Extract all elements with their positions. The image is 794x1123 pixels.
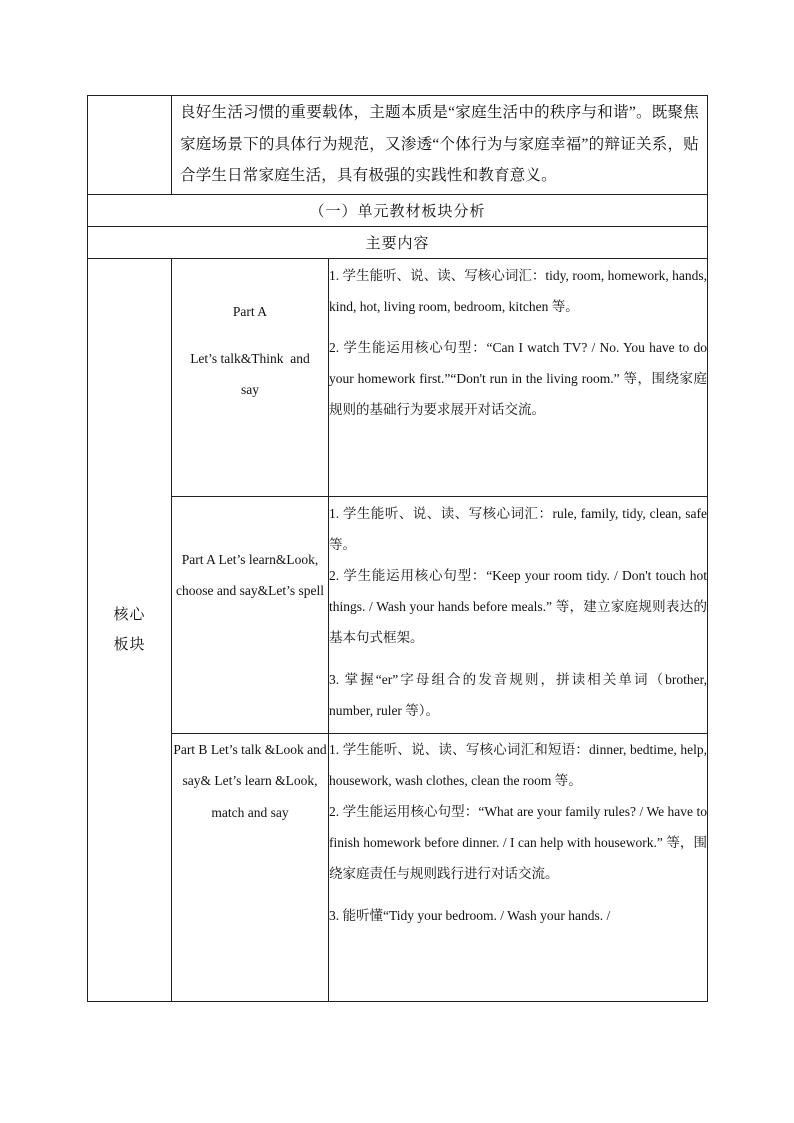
- part-label-line: Let’s talk&Think and: [190, 351, 310, 366]
- content-item: 2. 学生能运用核心句型：“Can I watch TV? / No. You have to do your homework first.”“Don't run in the living room.” 等，围绕家庭规则的基础行为要求展开对话交流。: [329, 339, 707, 418]
- part-label: Part A Let’s learn&Look, choose and say&Let’s spell: [175, 551, 325, 598]
- section-header-row: [88, 194, 708, 226]
- content-cell: [329, 258, 708, 496]
- content-item: 1. 学生能听、说、读、写核心词汇和短语：dinner, bedtime, help, housework, wash clothes, clean the room 等。: [329, 741, 707, 788]
- intro-text: 良好生活习惯的重要载体，主题本质是“家庭生活中的秩序与和谐”。既聚焦家庭场景下的具体行为规范，又渗透“个体行为与家庭幸福”的辩证关系，贴合学生日常家庭生活，具有极强的实践性和教育意义。: [172, 96, 708, 195]
- core-section-label: [88, 258, 172, 1001]
- main-content-header-row: [88, 226, 708, 258]
- content-item: 2. 学生能运用核心句型：“Keep your room tidy. / Don't touch hot things. / Wash your hands before meals.” 等，建立家庭规则表达的基本句式框架。: [329, 567, 707, 646]
- intro-label-cell: [88, 96, 172, 195]
- part-cell: [172, 733, 329, 1001]
- section-header: （一）单元教材板块分析: [88, 194, 708, 226]
- content-cell: [329, 496, 708, 733]
- table-row: [88, 258, 708, 496]
- content-cell: [329, 733, 708, 1001]
- content-item: 3. 能听懂“Tidy your bedroom. / Wash your hands. /: [329, 907, 611, 923]
- main-content-header: 主要内容: [88, 226, 708, 258]
- table-row: [88, 733, 708, 1001]
- content-item: 3. 掌握“er”字母组合的发音规则，拼读相关单词（brother, number, ruler 等）。: [329, 671, 707, 718]
- part-label: Part A: [232, 303, 268, 319]
- content-item: 2. 学生能运用核心句型：“What are your family rules? / We have to finish homework before dinner. / I can help with housework.” 等，围绕家庭责任与规则践行进行对话交流。: [329, 803, 707, 882]
- part-cell: [172, 496, 329, 733]
- table-row: [88, 496, 708, 733]
- intro-row: [88, 96, 708, 195]
- part-cell: [172, 258, 329, 496]
- core-label-line1: 核心: [113, 606, 146, 623]
- content-item: 1. 学生能听、说、读、写核心词汇：rule, family, tidy, clean, safe 等。: [329, 505, 707, 552]
- core-label-line2: 板块: [113, 636, 146, 653]
- part-label-line: say: [241, 382, 259, 397]
- unit-analysis-table: [87, 95, 708, 1002]
- part-label: Part B Let’s talk &Look and say& Let’s learn &Look, match and say: [173, 741, 327, 820]
- content-item: 1. 学生能听、说、读、写核心词汇：tidy, room, homework, hands, kind, hot, living room, bedroom, kitchen 等。: [329, 267, 707, 314]
